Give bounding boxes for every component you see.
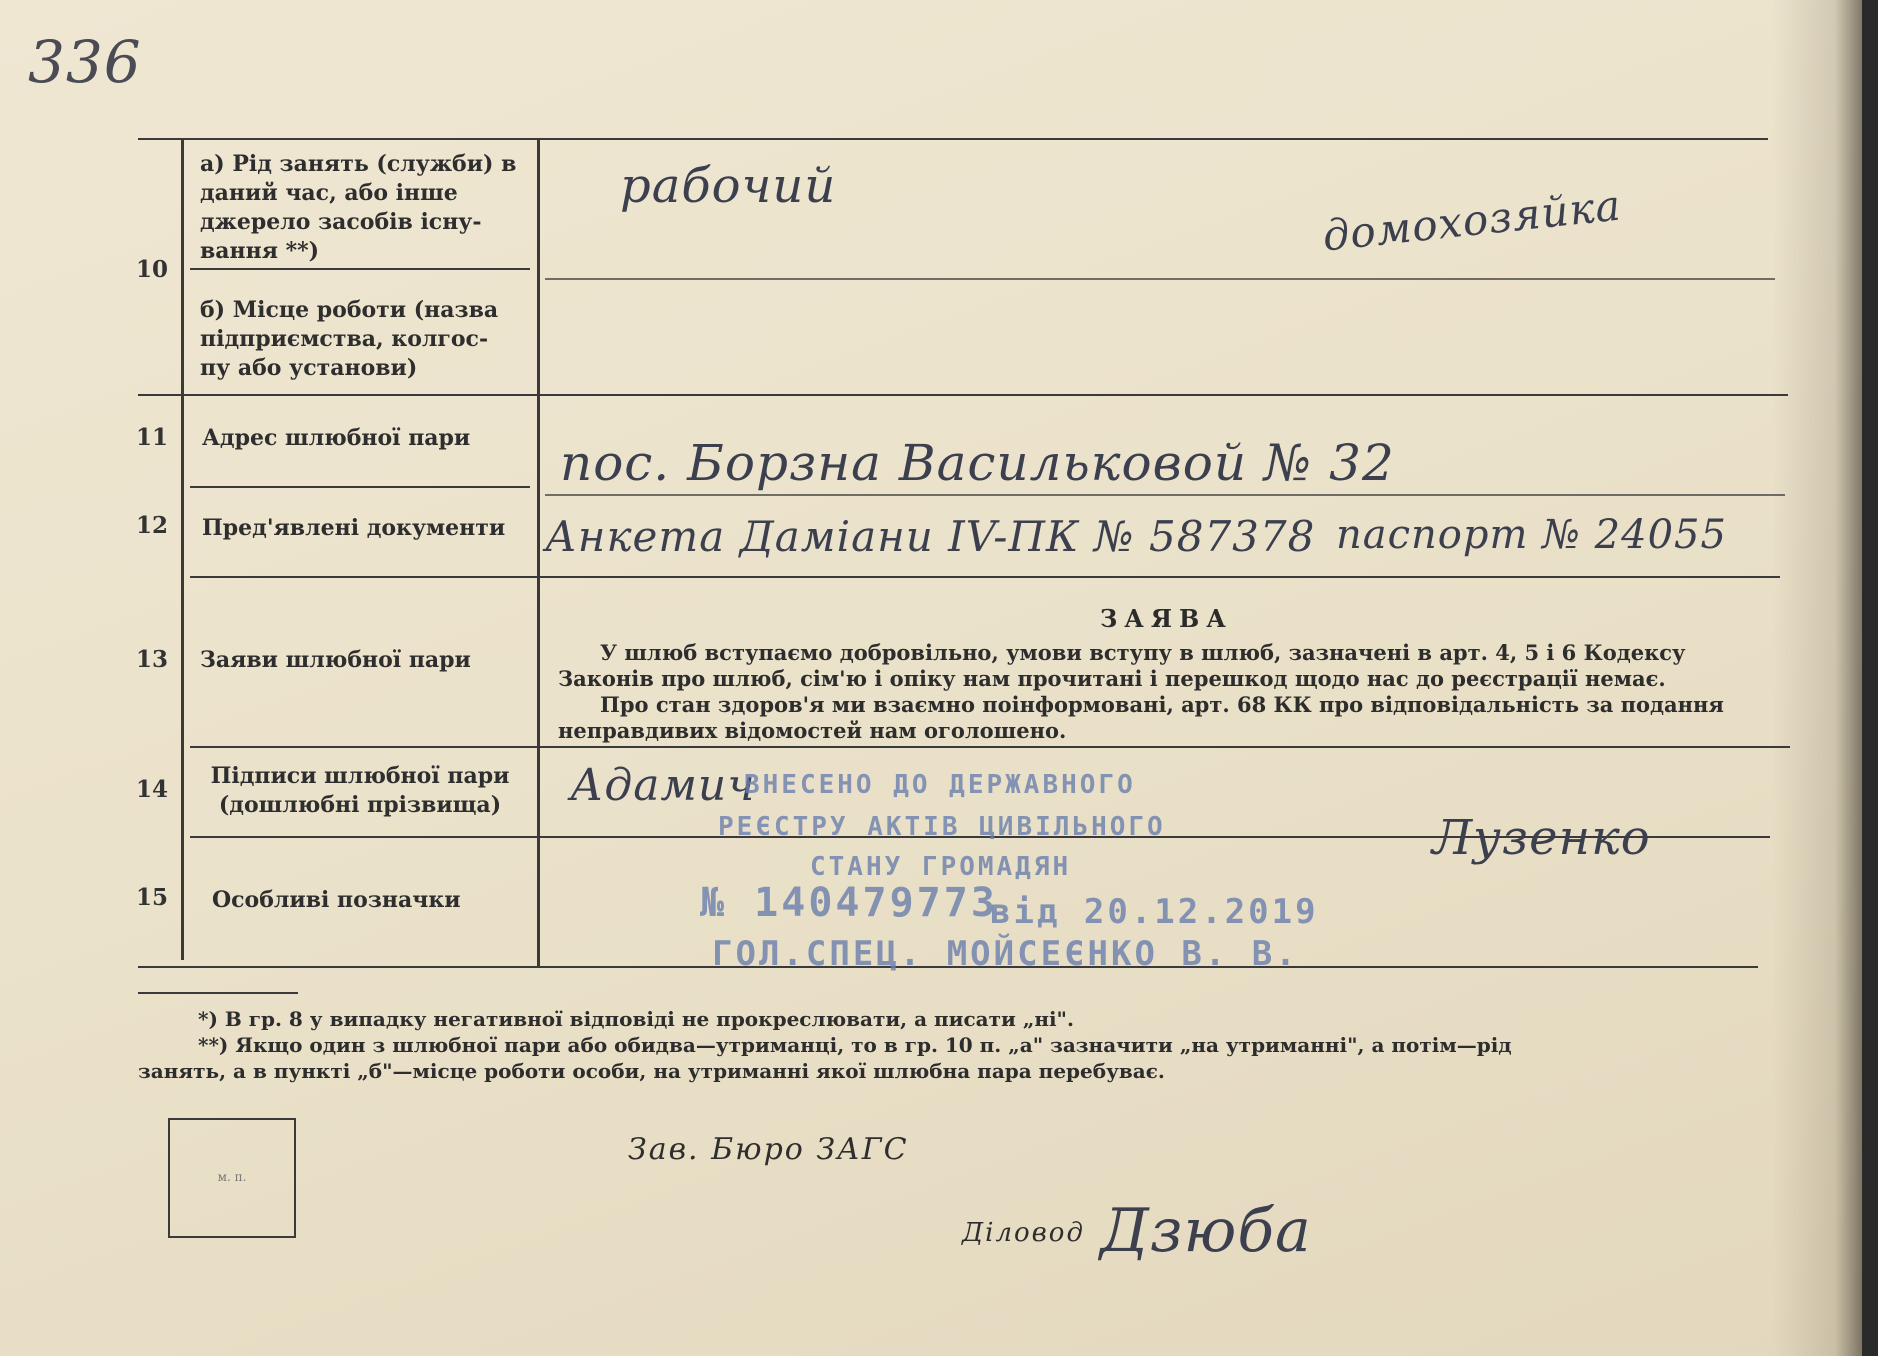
row-11-bottom-left [190,486,530,488]
sheet-number: 336 [28,28,142,96]
row-10a-label-line2: даний час, або інше [200,180,458,206]
registry-stamp-date: від 20.12.2019 [990,892,1319,932]
registry-stamp-line-2: РЕЄСТРУ АКТІВ ЦИВІЛЬНОГО [718,812,1166,842]
row-10b-label [200,296,530,383]
clerk-label: Діловод [962,1218,1085,1248]
registry-stamp-official: ГОЛ.СПЕЦ. МОЙСЕЄНКО В. В. [712,934,1299,974]
row-10a-label-line1: а) Рід занять (служби) в [200,151,517,177]
row-10a-right-line [545,278,1775,280]
registry-stamp-number: № 140479773 [700,880,998,926]
row-14-label [200,762,520,820]
row-14-label-line2: (дошлюбні прізвища) [218,792,502,818]
declaration-line-4: неправдивих відомостей нам оголошено. [558,718,1067,743]
row-10b-label-line2: підприємства, колгос- [200,326,489,352]
row-10a-entry-right: домохозяйка [1320,180,1624,261]
row-number-13: 13 [135,646,168,673]
footnote-2-line-2: занять, а в пункті „б"—місце роботи особи, на утриманні якої шлюбна пара перебуває. [138,1059,1165,1083]
row-number-10: 10 [135,256,168,283]
table-top-border [138,138,1768,140]
footnote-2-line-1: **) Якщо один з шлюбної пари або обидва—утриманці, то в гр. 10 п. „а" зазначити „на утриманні", а потім—рід [198,1033,1512,1057]
footnotes [138,1006,1798,1084]
footnote-1: *) В гр. 8 у випадку негативної відповіді не прокреслювати, а писати „ні". [198,1007,1074,1031]
bride-signature: Адамич [570,760,756,811]
table-col-divider-1 [181,140,184,960]
seal-box-label: м. п. [217,1170,247,1184]
row-number-11: 11 [135,424,168,451]
registry-stamp-line-1: ВНЕСЕНО ДО ДЕРЖАВНОГО [744,770,1136,800]
row-10-bottom [138,394,1788,396]
row-10a-label-line3: джерело засобів існу- [200,209,482,235]
declaration-heading: ЗАЯВА [1100,604,1233,633]
row-12-bottom [190,576,1780,578]
row-number-14: 14 [135,776,168,803]
groom-signature: Лузенко [1432,810,1651,866]
row-11-label: Адрес шлюбної пари [202,425,471,451]
row-number-15: 15 [135,884,168,911]
table-col-divider-2 [537,140,540,966]
row-10a-entry-left: рабочий [620,158,837,214]
declaration-line-3: Про стан здоров'я ми взаємно поінформовані, арт. 68 КК про відповідальність за подання [600,692,1724,717]
row-12-label: Пред'явлені документи [202,515,506,541]
row-12-entry-left: Анкета Даміани IV-ПК № 587378 [545,512,1316,561]
clerk-signature: Дзюба [1100,1196,1312,1266]
row-10a-label-line4: вання **) [200,238,320,264]
row-10b-label-line1: б) Місце роботи (назва [200,297,499,323]
row-15-label: Особливі позначки [212,887,461,913]
footnote-separator [138,992,298,994]
row-10b-label-line3: пу або установи) [200,355,418,381]
row-10a-bottom [190,268,530,270]
row-11-entry: пос. Борзна Васильковой № 32 [560,434,1395,492]
row-13-bottom [190,746,1790,748]
row-12-entry-right: паспорт № 24055 [1336,512,1727,558]
declaration-body [558,640,1828,744]
row-13-label: Заяви шлюбної пари [200,647,471,673]
registry-stamp-line-3: СТАНУ ГРОМАДЯН [810,852,1072,882]
row-10a-label [200,150,530,266]
seal-box [168,1118,296,1238]
row-number-12: 12 [135,512,168,539]
row-14-label-line1: Підписи шлюбної пари [210,763,510,789]
registry-head-label: Зав. Бюро ЗАГС [628,1132,909,1167]
declaration-line-1: У шлюб вступаємо добровільно, умови вступу в шлюб, зазначені в арт. 4, 5 і 6 Кодексу [600,640,1686,665]
row-11-bottom-right [545,494,1785,496]
declaration-line-2: Законів про шлюб, сім'ю і опіку нам прочитані і перешкод щодо нас до реєстрації немає. [558,666,1666,691]
